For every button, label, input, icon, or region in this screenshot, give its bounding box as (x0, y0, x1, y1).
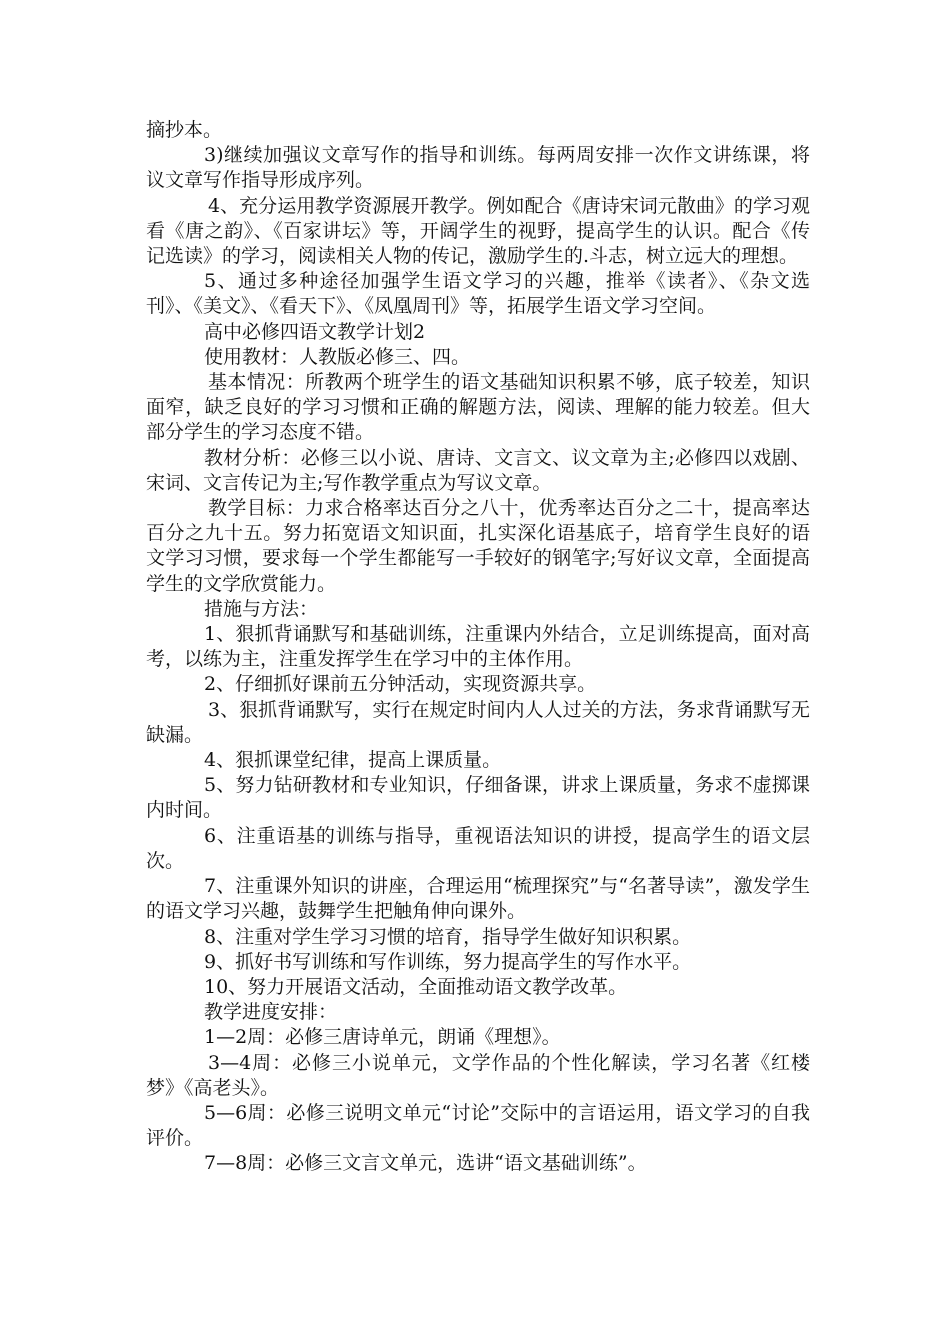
document-body (146, 118, 810, 1177)
schedule-item: 7—8周：必修三文言文单元，选讲“语文基础训练”。 (204, 1152, 647, 1175)
paragraph: 摘抄本。 (146, 119, 223, 141)
paragraph: 使用教材：人教版必修三、四。 (204, 345, 471, 368)
schedule-item: 5—6周：必修三说明文单元“讨论”交际中的言语运用，语文学习的自我评价。 (146, 1101, 810, 1150)
paragraph: 3)继续加强议文章写作的指导和训练。每两周安排一次作文讲练课，将议文章写作指导形成序列。 (146, 144, 810, 192)
schedule-item: 1—2周：必修三唐诗单元，朗诵《理想》。 (204, 1026, 561, 1049)
paragraph: 4、充分运用教学资源展开教学。例如配合《唐诗宋词元散曲》的学习观看《唐之韵》、《百家讲坛》等，开阔学生的视野，提高学生的认识。配合《传记选读》的学习，阅读相关人物的传记，激励学生的.斗志，树立远大的理想。 (146, 194, 810, 268)
paragraph: 基本情况：所教两个班学生的语文基础知识积累不够，底子较差，知识面窄，缺乏良好的学习习惯和正确的解题方法，阅读、理解的能力较差。但大部分学生的学习态度不错。 (146, 371, 810, 444)
paragraph: 教学进度安排： (204, 1001, 338, 1024)
list-item: 6、注重语基的训练与指导，重视语法知识的讲授，提高学生的语文层次。 (146, 824, 810, 872)
list-item: 7、注重课外知识的讲座，合理运用“梳理探究”与“名著导读”，激发学生的语文学习兴趣，鼓舞学生把触角伸向课外。 (146, 875, 810, 923)
list-item: 9、抓好书写训练和写作训练，努力提高学生的写作水平。 (204, 950, 692, 973)
paragraph: 教材分析：必修三以小说、唐诗、文言文、议文章为主;必修四以戏剧、宋词、文言传记为主;写作教学重点为写议文章。 (146, 446, 810, 494)
paragraph: 5、通过多种途径加强学生语文学习的兴趣，推举《读者》、《杂文选刊》、《美文》、《看天下》、《凤凰周刊》等，拓展学生语文学习空间。 (146, 270, 810, 318)
list-item: 5、努力钻研教材和专业知识，仔细备课，讲求上课质量，务求不虚掷课内时间。 (146, 774, 810, 822)
paragraph: 教学目标：力求合格率达百分之八十，优秀率达百分之二十，提高率达百分之九十五。努力拓宽语文知识面，扎实深化语基底子，培育学生良好的语文学习习惯，要求每一个学生都能写一手较好的钢笔字;写好议文章，全面提高学生的文学欣赏能力。 (146, 497, 810, 595)
list-item: 10、努力开展语文活动，全面推动语文教学改革。 (204, 975, 628, 998)
section-title: 高中必修四语文教学计划2 (204, 320, 426, 343)
paragraph: 措施与方法： (204, 597, 319, 620)
list-item: 2、仔细抓好课前五分钟活动，实现资源共享。 (204, 673, 597, 696)
list-item: 8、注重对学生学习习惯的培育，指导学生做好知识积累。 (204, 925, 692, 948)
list-item: 1、狠抓背诵默写和基础训练，注重课内外结合，立足训练提高，面对高考，以练为主，注重发挥学生在学习中的主体作用。 (146, 623, 810, 671)
list-item: 4、狠抓课堂纪律，提高上课质量。 (204, 749, 502, 772)
schedule-item: 3—4周：必修三小说单元，文学作品的个性化解读，学习名著《红楼梦》《高老头》。 (146, 1051, 810, 1099)
list-item: 3、狠抓背诵默写，实行在规定时间内人人过关的方法，务求背诵默写无缺漏。 (146, 698, 810, 746)
